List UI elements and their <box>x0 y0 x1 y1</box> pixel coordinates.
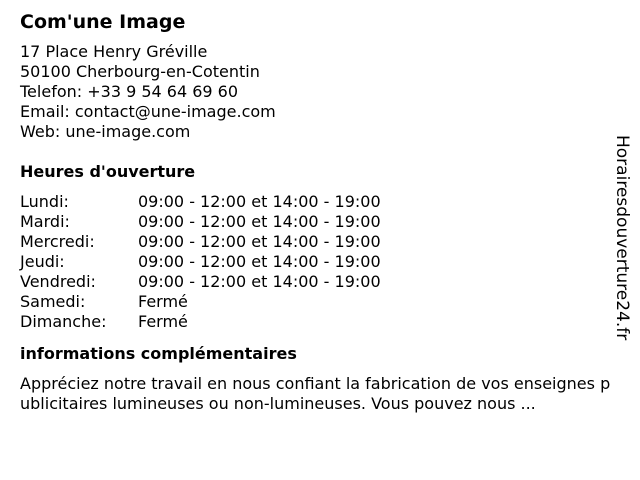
day-hours: 09:00 - 12:00 et 14:00 - 19:00 <box>138 252 381 271</box>
day-label: Mardi: <box>20 212 70 231</box>
address-line-1: 17 Place Henry Gréville <box>20 42 208 61</box>
day-label: Samedi: <box>20 292 86 311</box>
business-card <box>20 10 610 414</box>
day-label: Mercredi: <box>20 232 95 251</box>
day-hours: 09:00 - 12:00 et 14:00 - 19:00 <box>138 272 381 291</box>
hours-row-friday <box>20 272 610 292</box>
email[interactable]: Email: contact@une-image.com <box>20 102 276 121</box>
phone[interactable]: Telefon: +33 9 54 64 69 60 <box>20 82 239 101</box>
day-hours: Fermé <box>138 312 188 331</box>
hours-row-sunday <box>20 312 610 332</box>
day-hours: 09:00 - 12:00 et 14:00 - 19:00 <box>138 232 381 251</box>
day-label: Jeudi: <box>20 252 65 271</box>
hours-row-monday <box>20 192 610 212</box>
address-line-2: 50100 Cherbourg-en-Cotentin <box>20 62 260 81</box>
hours-table <box>20 192 610 332</box>
day-label: Dimanche: <box>20 312 107 331</box>
hours-row-wednesday <box>20 232 610 252</box>
day-hours: 09:00 - 12:00 et 14:00 - 19:00 <box>138 212 381 231</box>
day-hours: Fermé <box>138 292 188 311</box>
info-text: Appréciez notre travail en nous confiant la fabrication de vos enseignes publicitaires lumineuses ou non-lumineuses. Vous pouvez nous ... <box>20 374 611 413</box>
info-title: informations complémentaires <box>20 344 297 363</box>
day-label: Vendredi: <box>20 272 96 291</box>
day-hours: 09:00 - 12:00 et 14:00 - 19:00 <box>138 192 381 211</box>
watermark-text: Horairesdouverture24.fr <box>612 135 632 341</box>
hours-row-saturday <box>20 292 610 312</box>
hours-row-tuesday <box>20 212 610 232</box>
day-label: Lundi: <box>20 192 69 211</box>
hours-row-thursday <box>20 252 610 272</box>
website[interactable]: Web: une-image.com <box>20 122 191 141</box>
business-name: Com'une Image <box>20 11 186 33</box>
hours-title: Heures d'ouverture <box>20 162 196 181</box>
